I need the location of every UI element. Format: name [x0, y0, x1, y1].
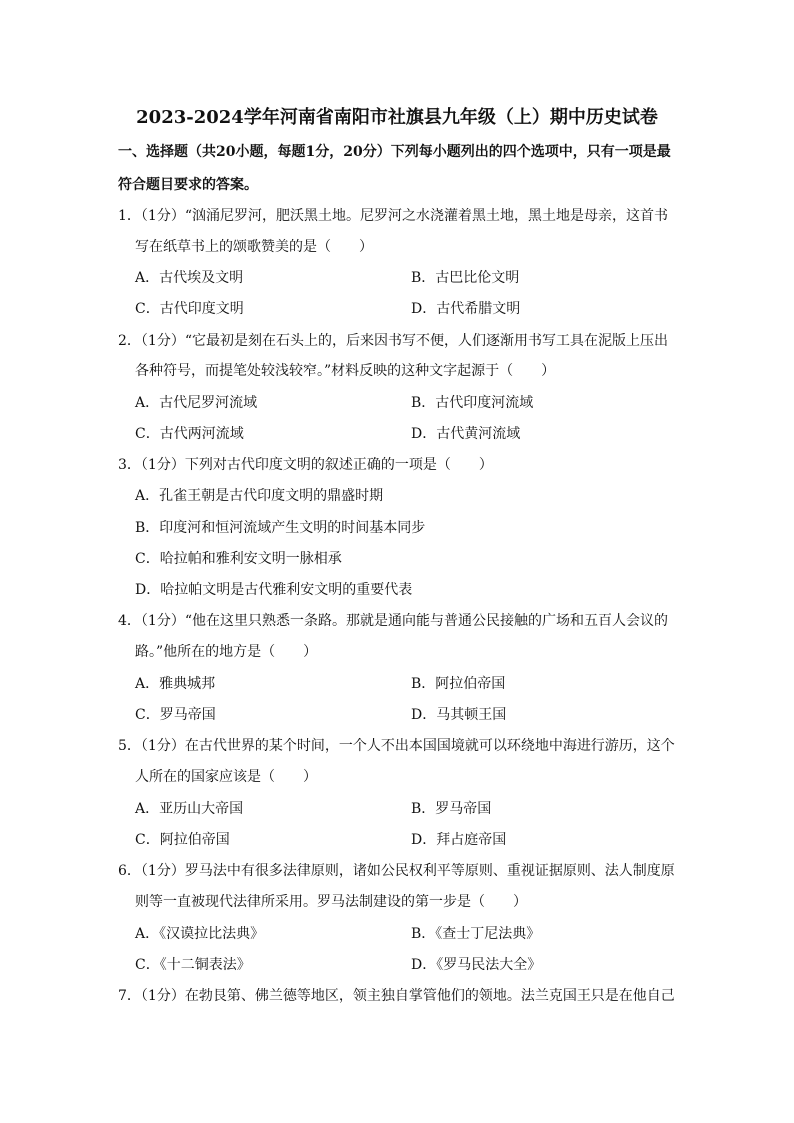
question-stem: 5．（1分）在古代世界的某个时间，一个人不出本国国境就可以环绕地中海进行游历，这个: [118, 738, 675, 754]
question-stem: 4．（1分）“他在这里只熟悉一条路。那就是通向能与普通公民接触的广场和五百人会议的: [118, 613, 668, 629]
section-heading: 一、选择题（共20小题，每题1分，20分）下列每小题列出的四个选项中，只有一项是最: [118, 144, 671, 160]
option-a: A．亚历山大帝国: [135, 801, 244, 817]
question-stem: 2．（1分）“它最初是刻在石头上的，后来因书写不便，人们逐渐用书写工具在泥版上压出: [118, 333, 668, 349]
option-b: B．古巴比伦文明: [411, 270, 520, 286]
question-stem: 路。”他所在的地方是（ ）: [135, 644, 318, 660]
option-d: D．马其顿王国: [411, 707, 507, 723]
question-stem: 6．（1分）罗马法中有很多法律原则，诸如公民权利平等原则、重视证据原则、法人制度原: [118, 863, 675, 879]
option-a: A．古代埃及文明: [135, 270, 244, 286]
question-stem: 写在纸草书上的颂歌赞美的是（ ）: [135, 239, 373, 255]
option-b: B．阿拉伯帝国: [411, 676, 506, 692]
option-d: D．哈拉帕文明是古代雅利安文明的重要代表: [135, 582, 413, 598]
option-d: D．古代希腊文明: [411, 301, 521, 317]
option-d: D．《罗马民法大全》: [411, 957, 542, 973]
option-c: C．罗马帝国: [135, 707, 216, 723]
question-stem: 各种符号，而提笔处较浅较窄。”材料反映的这种文字起源于（ ）: [135, 363, 556, 379]
option-c: C．古代两河流域: [135, 426, 244, 442]
option-d: D．拜占庭帝国: [411, 832, 507, 848]
question-stem: 则等一直被现代法律所采用。罗马法制建设的第一步是（ ）: [135, 894, 527, 910]
option-b: B．古代印度河流域: [411, 395, 534, 411]
question-stem: 人所在的国家应该是（ ）: [135, 769, 317, 785]
option-a: A．古代尼罗河流域: [135, 395, 258, 411]
option-a: A．雅典城邦: [135, 676, 216, 692]
option-c: C．阿拉伯帝国: [135, 832, 230, 848]
option-d: D．古代黄河流域: [411, 426, 521, 442]
option-a: A．《汉谟拉比法典》: [135, 926, 265, 942]
option-c: C．《十二铜表法》: [135, 957, 251, 973]
option-b: B．印度河和恒河流域产生文明的时间基本同步: [135, 520, 426, 536]
question-stem: 3．（1分）下列对古代印度文明的叙述正确的一项是（ ）: [118, 457, 493, 473]
section-heading: 符合题目要求的答案。: [118, 177, 258, 193]
option-c: C．古代印度文明: [135, 301, 244, 317]
page-title: 2023-2024学年河南省南阳市社旗县九年级（上）期中历史试卷: [136, 107, 658, 128]
option-c: C．哈拉帕和雅利安文明一脉相承: [135, 551, 342, 567]
question-stem: 1．（1分）“汹涌尼罗河，肥沃黑土地。尼罗河之水浇灌着黑土地，黑土地是母亲，这首书: [118, 208, 668, 224]
option-b: B．《查士丁尼法典》: [411, 926, 541, 942]
option-a: A．孔雀王朝是古代印度文明的鼎盛时期: [135, 488, 384, 504]
question-stem: 7．（1分）在勃艮第、佛兰德等地区，领主独自掌管他们的领地。法兰克国王只是在他自己: [118, 988, 675, 1004]
option-b: B．罗马帝国: [411, 801, 492, 817]
